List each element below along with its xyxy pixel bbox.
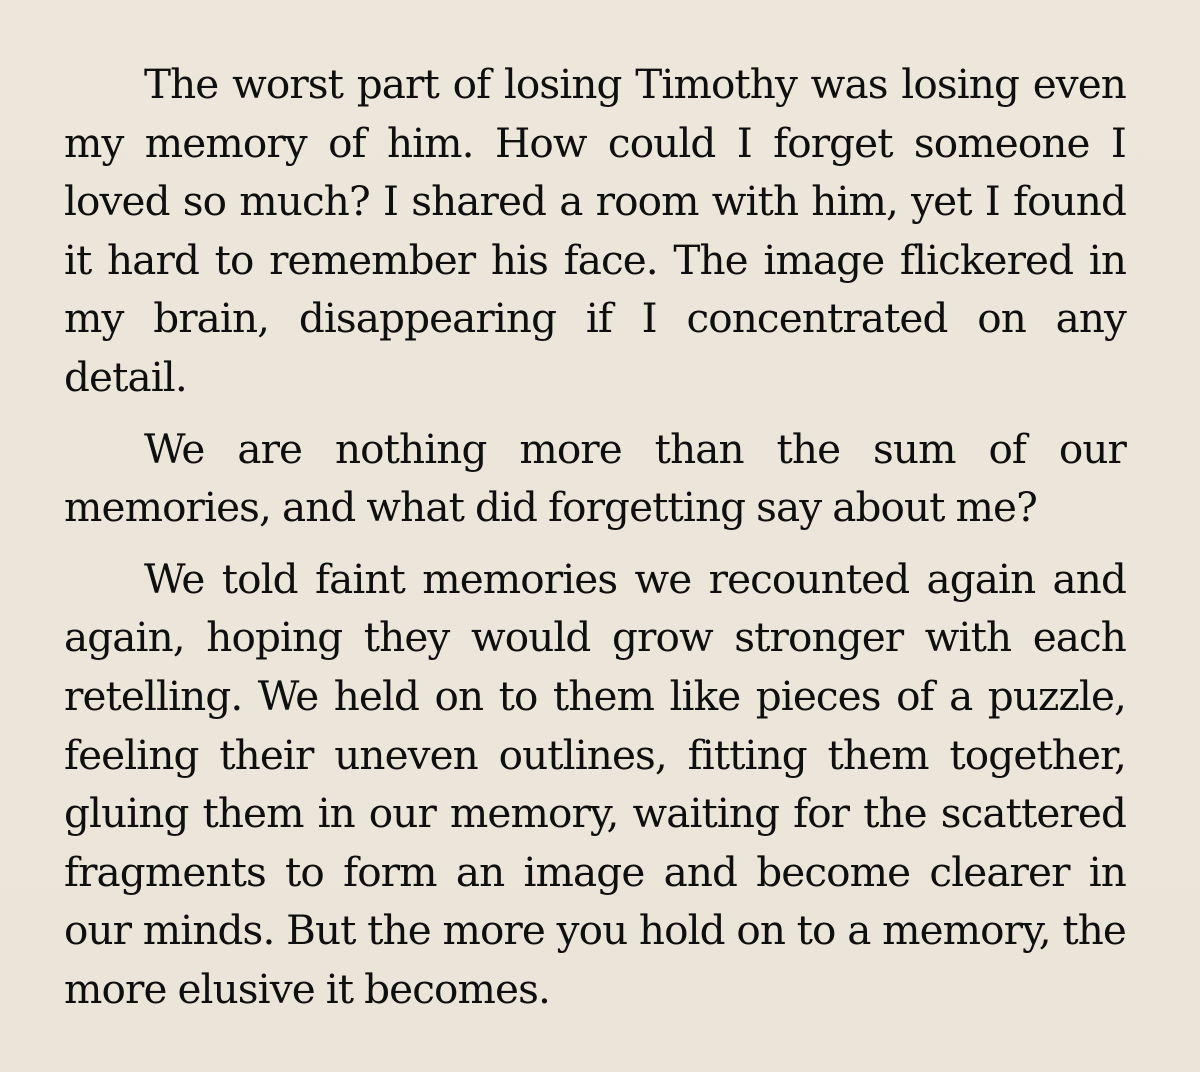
paragraph-puzzle-pieces: We told faint memories we recounted again and again, hoping they would grow stronger with each retelling. We held on to them like pieces of a puzzle, feeling their uneven outlines, fitting them together, gluing them in our memory, waiting for the scattered fragments to form an image and become clearer in our minds. But the more you hold on to a memory, the more elusive it becomes. — [64, 554, 1126, 1013]
paragraph-losing-timothy: The worst part of losing Timothy was losing even my memory of him. How could I forget someone I loved so much? I shared a room with him, yet I found it hard to remember his face. The image flickered in my brain, disappearing if I concentrated on any detail. — [64, 60, 1126, 401]
paragraph-sum-of-memories: We are nothing more than the sum of our memories, and what did forgetting say about me? — [64, 424, 1126, 532]
book-page — [64, 55, 1126, 1019]
